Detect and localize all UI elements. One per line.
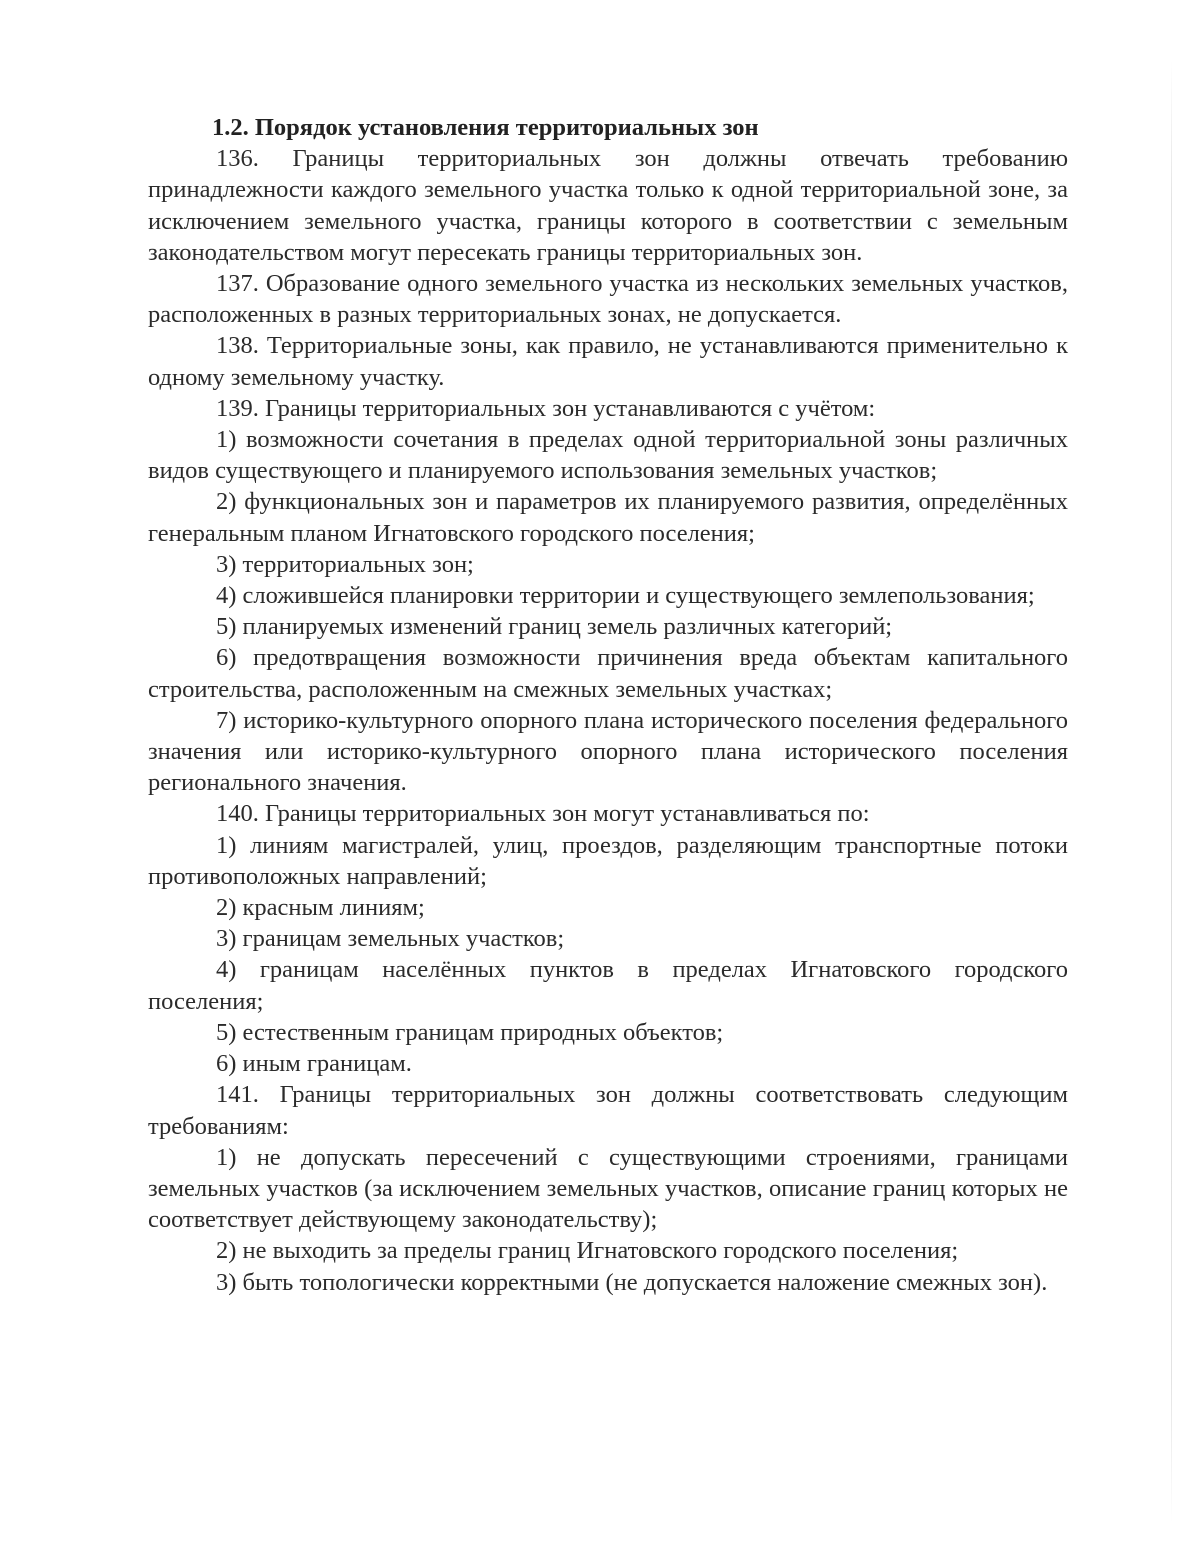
list-item-141-3: 3) быть топологически корректными (не допускается наложение смежных зон). <box>216 1268 1048 1296</box>
scan-edge-line <box>1171 60 1172 1523</box>
document-page <box>148 112 1068 1298</box>
list-item-140-1: 1) линиям магистралей, улиц, проездов, разделяющим транспортные потоки противоположных направлений; <box>148 831 1068 890</box>
list-item-140-2: 2) красным линиям; <box>216 894 425 922</box>
list-item-139-4: 4) сложившейся планировки территории и существующего землепользования; <box>216 582 1035 610</box>
list-item-139-7: 7) историко-культурного опорного плана исторического поселения федерального значения или историко-культурного опорного плана исторического поселения регионального значения. <box>148 706 1068 797</box>
list-item-139-1: 1) возможности сочетания в пределах одной территориальной зоны различных видов существующего и планируемого использования земельных участков; <box>148 426 1068 485</box>
list-item-141-2: 2) не выходить за пределы границ Игнатовского городского поселения; <box>216 1237 959 1265</box>
list-item-139-2: 2) функциональных зон и параметров их планируемого развития, определённых генеральным планом Игнатовского городского поселения; <box>148 488 1068 547</box>
paragraph-139: 139. Границы территориальных зон устанавливаются с учётом: <box>216 394 876 422</box>
paragraph-140: 140. Границы территориальных зон могут устанавливаться по: <box>216 800 870 828</box>
paragraph-137: 137. Образование одного земельного участка из нескольких земельных участков, расположенных в разных территориальных зонах, не допускается. <box>148 270 1068 329</box>
list-item-140-3: 3) границам земельных участков; <box>216 925 565 953</box>
list-item-140-4: 4) границам населённых пунктов в пределах Игнатовского городского поселения; <box>148 956 1068 1015</box>
list-item-139-3: 3) территориальных зон; <box>216 550 474 578</box>
list-item-140-6: 6) иным границам. <box>216 1050 412 1078</box>
paragraph-136: 136. Границы территориальных зон должны отвечать требованию принадлежности каждого земельного участка только к одной территориальной зоне, за исключением земельного участка, границы которого в соответствии с земельным законодательством могут пересекать границы территориальных зон. <box>148 145 1068 266</box>
list-item-140-5: 5) естественным границам природных объектов; <box>216 1018 724 1046</box>
list-item-141-1: 1) не допускать пересечений с существующими строениями, границами земельных участков (за исключением земельных участков, описание границ которых не соответствует действующему законодательству); <box>148 1143 1068 1234</box>
section-heading: 1.2. Порядок установления территориальных зон <box>212 114 759 141</box>
list-item-139-5: 5) планируемых изменений границ земель различных категорий; <box>216 613 893 641</box>
list-item-139-6: 6) предотвращения возможности причинения вреда объектам капитального строительства, расположенным на смежных земельных участках; <box>148 644 1068 703</box>
paragraph-141: 141. Границы территориальных зон должны соответствовать следующим требованиям: <box>148 1081 1068 1140</box>
paragraph-138: 138. Территориальные зоны, как правило, не устанавливаются применительно к одному земельному участку. <box>148 332 1068 391</box>
